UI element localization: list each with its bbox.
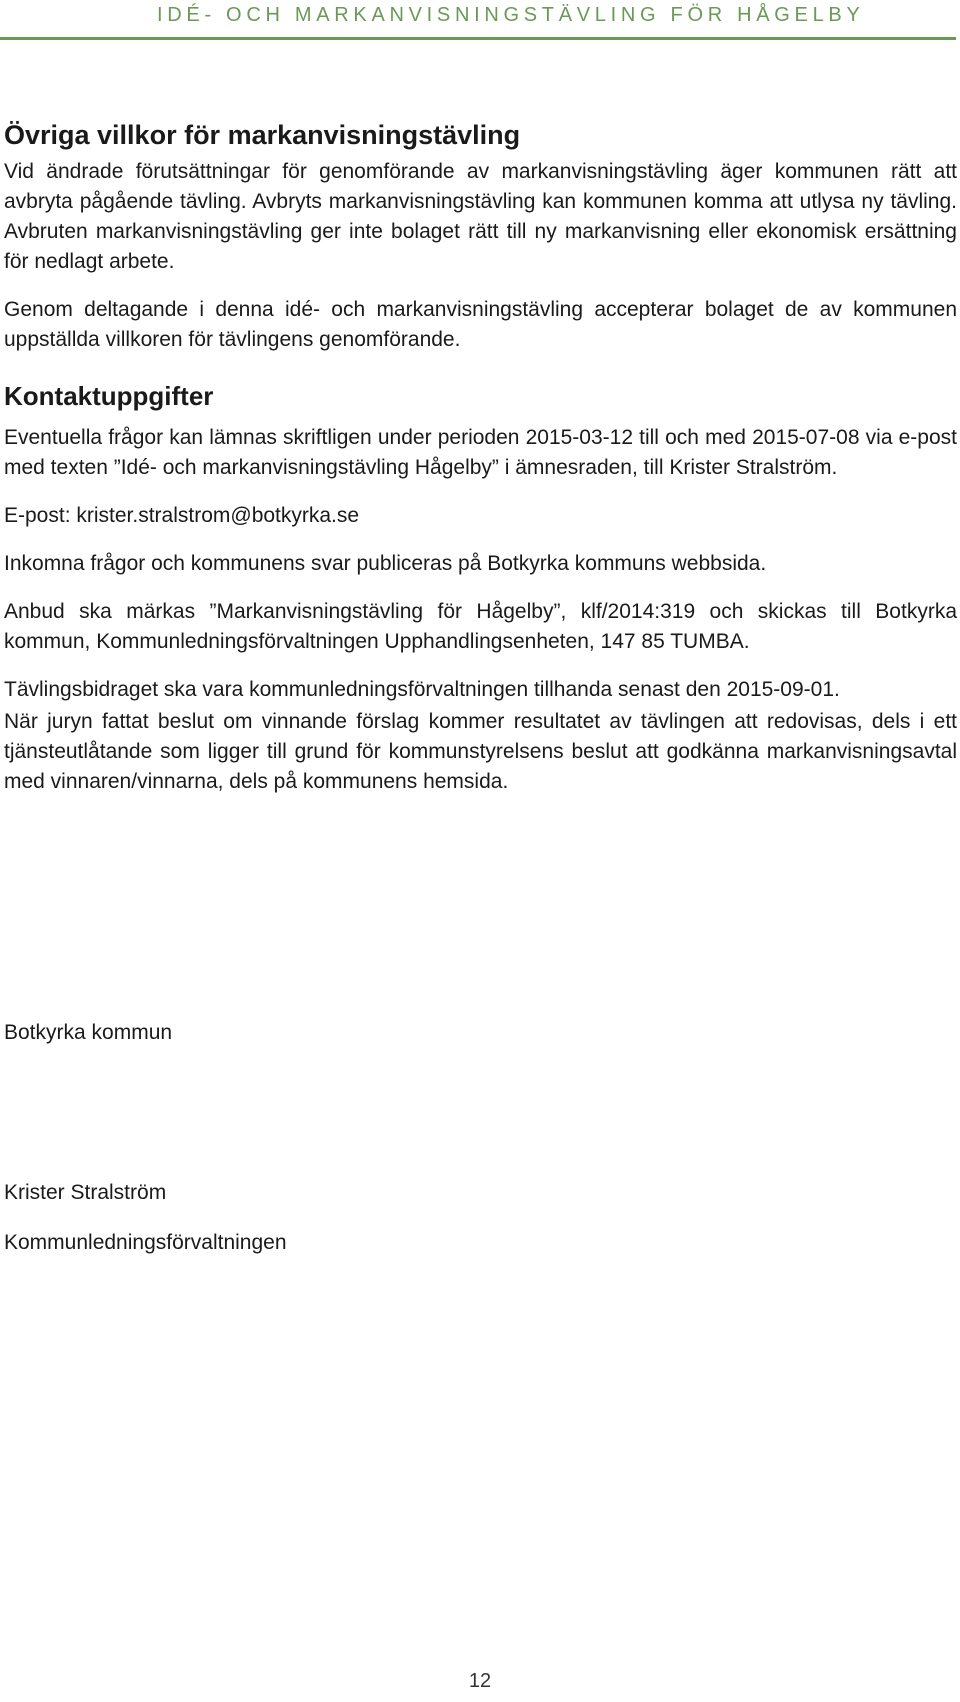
signature-organization: Botkyrka kommun — [4, 1021, 173, 1044]
contact-paragraph-5: När juryn fattat beslut om vinnande förslag kommer resultatet av tävlingen att redovisas, dels i ett tjänsteutlåtande som ligger till grund för kommunstyrelsens beslut att godkänna markanvisningsavtal med vinnaren/vinnarna, dels på kommunens hemsida. — [4, 710, 957, 793]
terms-paragraph-2: Genom deltagande i denna idé- och markanvisningstävling accepterar bolaget de av kommunen uppställda villkoren för tävlingens genomförande. — [4, 298, 957, 351]
terms-heading: Övriga villkor för markanvisningstävling — [4, 120, 521, 150]
contact-email: E-post: krister.stralstrom@botkyrka.se — [4, 504, 360, 527]
contact-paragraph-3: Anbud ska märkas ”Markanvisningstävling för Hågelby”, klf/2014:319 och skickas till Botkyrka kommun, Kommunledningsförvaltningen Upphandlingsenheten, 147 85 TUMBA. — [4, 600, 957, 653]
signature-department: Kommunledningsförvaltningen — [4, 1231, 287, 1254]
terms-paragraph-1: Vid ändrade förutsättningar för genomförande av markanvisningstävling äger kommunen rätt att avbryta pågående tävling. Avbryts markanvisningstävling kan kommunen komma att utlysa ny tävling. Avbruten markanvisningstävling ger inte bolaget rätt till ny markanvisning eller ekonomisk ersättning för nedlagt arbete. — [4, 160, 957, 273]
contact-paragraph-4: Tävlingsbidraget ska vara kommunledningsförvaltningen tillhanda senast den 2015-09-01. — [4, 678, 840, 701]
page-content — [4, 115, 957, 797]
contact-paragraph-1: Eventuella frågor kan lämnas skriftligen under perioden 2015-03-12 till och med 2015-07-08 via e-post med texten ”Idé- och markanvisningstävling Hågelby” i ämnesraden, till Krister Stralström. — [4, 426, 957, 479]
page-number: 12 — [468, 1670, 492, 1692]
contact-paragraph-2: Inkomna frågor och kommunens svar publiceras på Botkyrka kommuns webbsida. — [4, 552, 767, 575]
header-divider — [0, 37, 956, 40]
running-header-title: IDÉ- OCH MARKANVISNINGSTÄVLING FÖR HÅGELBY — [157, 4, 865, 26]
contact-heading: Kontaktuppgifter — [4, 381, 214, 411]
signature-name: Krister Stralström — [4, 1181, 167, 1204]
